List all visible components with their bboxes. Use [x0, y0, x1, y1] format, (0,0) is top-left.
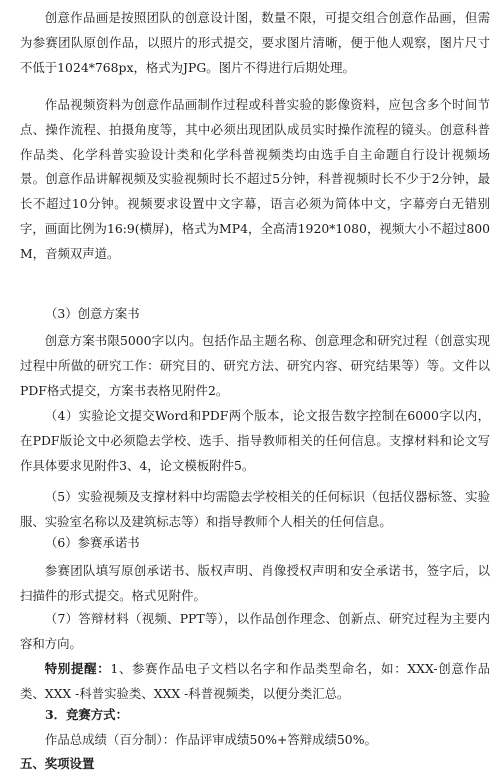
heading-competition-method: 3．竞赛方式：: [45, 707, 128, 722]
paragraph-anonymity: （5）实验视频及支撑材料中均需隐去学校相关的任何标识（包括仪器标签、实验服、实验室名称以及建筑标志等）和指导教师个人相关的任何信息。: [20, 489, 490, 529]
paragraph-proposal: 创意方案书限5000字以内。包括作品主题名称、创意理念和研究过程（创意实现过程中所做的研究工作：研究目的、研究方法、研究内容、研究结果等）等。文件以PDF格式提交，方案书表格见附件2。: [20, 333, 490, 398]
reminder-text: 1、参赛作品电子文档以名字和作品类型命名，如：XXX-创意作品类、XXX -科普实验类、XXX -科普视频类，以便分类汇总。: [20, 661, 490, 701]
heading-creative-proposal: （3）创意方案书: [45, 306, 140, 321]
reminder-label: 特别提醒：: [44, 661, 111, 676]
special-reminder: [20, 657, 490, 707]
paragraph-video-requirements: 作品视频资料为创意作品画制作过程或科普实验的影像资料，应包含多个时间节点、操作流程、拍摄角度等，其中必须出现团队成员实时操作流程的镜头。创意科普作品类、化学科普实验设计类和化学科普视频类均由选手自主命题自行设计视频场景。创意作品讲解视频及实验视频时长不超过5分钟，科普视频时长不少于2分钟，最长不超过10分钟。视频要求设置中文字幕，语言必须为简体中文，字幕旁白无错别字，画面比例为16:9(横屏)，格式为MP4，全高清1920*1080，视频大小不超过800 M，音频双声道。: [20, 97, 490, 261]
heading-pledge: （6）参赛承诺书: [45, 535, 140, 550]
paragraph-creative-painting: 创意作品画是按照团队的创意设计图，数量不限，可提交组合创意作品画，但需为参赛团队原创作品，以照片的形式提交，要求图片清晰，便于他人观察，图片尺寸不低于1024*768px，格式为JPG。图片不得进行后期处理。: [20, 10, 490, 75]
heading-awards: 五、奖项设置: [20, 756, 95, 771]
paragraph-thesis: （4）实验论文提交Word和PDF两个版本，论文报告数字控制在6000字以内，在PDF版论文中必须隐去学校、选手、指导教师相关的任何信息。支撑材料和论文写作具体要求见附件3、4，论文模板附件5。: [20, 408, 490, 473]
paragraph-pledge: 参赛团队填写原创承诺书、版权声明、肖像授权声明和安全承诺书，签字后，以扫描件的形式提交。格式见附件。: [20, 563, 490, 603]
paragraph-scoring: 作品总成绩（百分制）：作品评审成绩50%+答辩成绩50%。: [45, 732, 377, 747]
paragraph-defense-materials: （7）答辩材料（视频、PPT等），以作品创作理念、创新点、研究过程为主要内容和方向。: [20, 611, 490, 651]
